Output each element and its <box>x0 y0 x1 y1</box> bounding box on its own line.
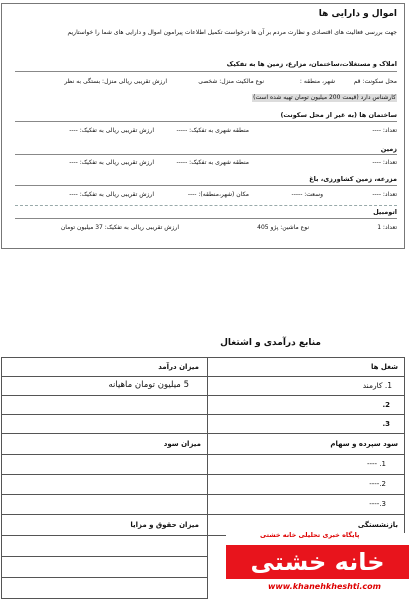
car-count: تعداد: 1 <box>377 224 397 231</box>
residence-city: شهر، منطقه : <box>299 78 335 85</box>
residence-note: کارشناس دارد (قیمت 200 میلیون تومان تهیه شده است) <box>253 94 396 101</box>
estates-heading: املاک و مستغلات،ساختمان، مزارع، زمین ها به تفکیک <box>226 60 397 68</box>
cell-rights-1 <box>1 535 208 557</box>
estates-rule <box>15 71 397 72</box>
land-count: تعداد: ---- <box>372 159 397 166</box>
cell-deposit-1: 1. ---- <box>207 454 405 475</box>
buildings-count: تعداد: ---- <box>372 127 397 134</box>
cell-income-3 <box>1 414 208 434</box>
logo-tagline: پایگاه خبری تحلیلی خانه خشتی <box>260 531 360 539</box>
farm-value: ارزش تقریبی ریالی به تفکیک: ---- <box>69 191 154 198</box>
farm-rule <box>15 185 397 186</box>
farm-heading: مزرعه، زمین کشاورزی، باغ <box>309 175 397 183</box>
cell-income-1: 5 میلیون تومان ماهیانه <box>1 376 208 396</box>
cell-job-1: 1. کارمند <box>207 376 405 396</box>
land-heading: زمین <box>380 145 397 153</box>
buildings-rule <box>15 121 397 122</box>
cell-job-3: 3. <box>207 414 405 434</box>
residence-place: محل سکونت: قم <box>353 78 397 85</box>
farm-area: وسعت: ----- <box>291 191 323 198</box>
cell-job-2: 2. <box>207 395 405 415</box>
cell-profit-3 <box>1 494 208 515</box>
car-rule <box>15 218 397 219</box>
cell-deposit-2: 2.---- <box>207 474 405 495</box>
assets-title: اموال و دارایی ها <box>318 9 397 19</box>
assets-form-frame <box>1 3 405 249</box>
cell-rights-3 <box>1 577 208 599</box>
farm-count: تعداد: ---- <box>372 191 397 198</box>
cell-income-2 <box>1 395 208 415</box>
cell-jobs-header: شغل ها <box>207 357 405 377</box>
assets-intro: جهت بررسی فعالیت های اقتصادی و نظارت مردم بر آن ها درخواست تکمیل اطلاعات پیرامون اموال و دارایی های شما را خواستاریم <box>67 29 397 36</box>
logo-url: www.khanehkheshti.com <box>268 582 382 591</box>
car-value: ارزش تقریبی ریالی به تفکیک: 37 میلیون تومان <box>60 224 179 231</box>
residence-value: ارزش تقریبی ریالی منزل: بستگی به نظر <box>64 78 167 85</box>
cell-rights-header: میزان حقوق و مزایا <box>1 514 208 536</box>
buildings-region: منطقه شهری به تفکیک: ----- <box>176 127 249 134</box>
car-heading: اتومبیل <box>373 208 397 216</box>
cell-rights-2 <box>1 556 208 578</box>
logo-wordmark: خانه خشتی <box>250 548 385 576</box>
farm-place: مکان (شهر،منطقه): ---- <box>187 191 249 198</box>
buildings-value: ارزش تقریبی ریالی به تفکیک: ---- <box>69 127 154 134</box>
land-region: منطقه شهری به تفکیک: ----- <box>176 159 249 166</box>
cell-profit-header: میزان سود <box>1 433 208 455</box>
cell-income-header: میزان درآمد <box>1 357 208 377</box>
buildings-heading: ساختمان ها (به غیر از محل سکونت) <box>280 111 397 119</box>
cell-deposits-header: سود سپرده و سهام <box>207 433 405 455</box>
land-value: ارزش تقریبی ریالی به تفکیک: ---- <box>69 159 154 166</box>
cell-profit-1 <box>1 454 208 475</box>
residence-ownership: نوع مالکیت منزل: شخصی <box>198 78 264 85</box>
income-title: منابع درآمدی و اشتغال <box>220 338 321 348</box>
cell-profit-2 <box>1 474 208 495</box>
cell-deposit-3: 3.---- <box>207 494 405 515</box>
cell-retire-header: بازنشستگی <box>207 514 405 536</box>
farm-dashed-rule <box>15 205 397 206</box>
land-rule <box>15 154 397 155</box>
car-type: نوع ماشین: پژو 405 <box>257 224 309 231</box>
